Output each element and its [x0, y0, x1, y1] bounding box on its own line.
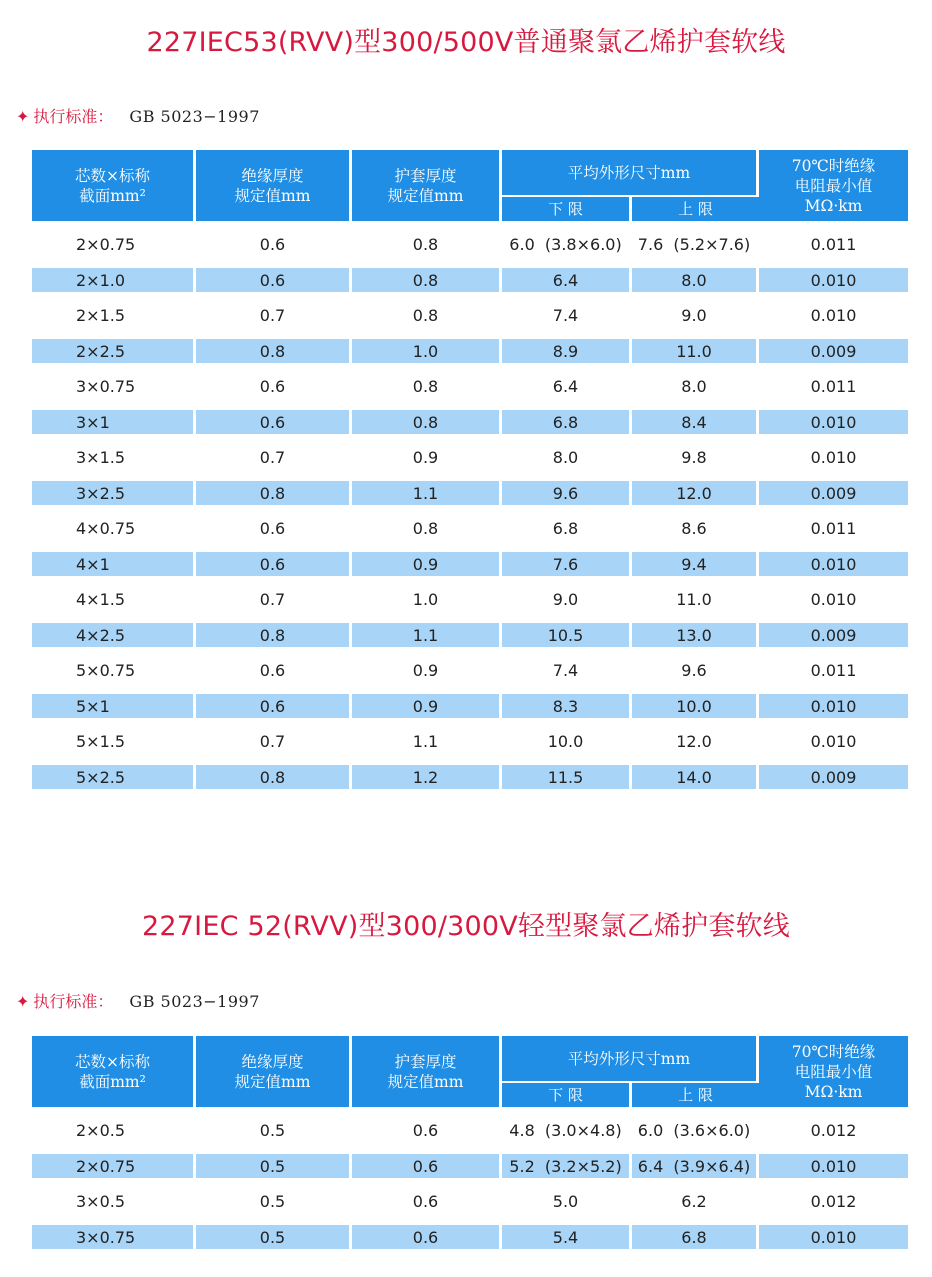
cell-resistance: 0.010	[810, 448, 857, 467]
cell-lower-limit: 6.0 (3.8×6.0)	[502, 221, 632, 268]
cell-insulation: 0.8	[196, 481, 352, 505]
spec-table	[32, 150, 908, 789]
table-row	[32, 694, 908, 718]
cell-upper-limit: 9.6	[632, 647, 759, 694]
cell-sheath: 0.9	[352, 694, 502, 718]
table-row	[32, 576, 908, 623]
header-sheath-line: 护套厚度	[394, 166, 457, 185]
cell-core-section: 2×0.75	[32, 1154, 196, 1178]
header-insulation-line: 规定值mm	[234, 186, 311, 205]
header-resistance-line: 电阻最小值	[794, 1062, 873, 1081]
cell-lower-limit: 5.0	[502, 1178, 632, 1225]
cell-lower-limit: 8.9	[502, 339, 632, 363]
cell-lower-limit: 7.6	[502, 552, 632, 576]
header-insulation-line: 绝缘厚度	[241, 1052, 304, 1071]
header-sheath-line: 护套厚度	[394, 1052, 457, 1071]
cell-upper-limit: 6.2	[632, 1178, 759, 1225]
cell-sheath: 0.8	[352, 410, 502, 434]
cell-sheath: 0.6	[352, 1178, 502, 1225]
cell-upper-limit: 8.0	[632, 363, 759, 410]
cell-upper-limit: 8.4	[632, 410, 759, 434]
cell-core-section: 2×0.75	[32, 221, 196, 268]
section-title: 227IEC53(RVV)型300/500V普通聚氯乙烯护套软线	[146, 27, 786, 58]
cell-insulation: 0.6	[196, 647, 352, 694]
cell-core-section: 5×1	[32, 694, 196, 718]
cell-insulation: 0.7	[196, 718, 352, 765]
cell-lower-limit: 6.8	[502, 505, 632, 552]
cell-lower-limit: 8.3	[502, 694, 632, 718]
cell-insulation: 0.5	[196, 1154, 352, 1178]
cell-resistance: 0.010	[810, 306, 857, 325]
table-row	[32, 1178, 908, 1225]
cell-insulation: 0.8	[196, 339, 352, 363]
cell-insulation: 0.5	[196, 1107, 352, 1154]
cell-resistance: 0.009	[759, 481, 908, 505]
cell-lower-limit: 10.0	[502, 718, 632, 765]
cell-resistance: 0.010	[759, 1225, 908, 1249]
cell-lower-limit: 8.0	[502, 434, 632, 481]
cell-upper-limit: 9.8	[632, 434, 759, 481]
cell-insulation: 0.7	[196, 292, 352, 339]
section-title: 227IEC 52(RVV)型300/300V轻型聚氯乙烯护套软线	[142, 911, 790, 942]
cell-core-section: 4×1	[32, 552, 196, 576]
cell-lower-limit: 7.4	[502, 647, 632, 694]
cell-sheath: 0.6	[352, 1107, 502, 1154]
header-core-section	[32, 1036, 196, 1107]
cell-upper-limit: 9.0	[632, 292, 759, 339]
table-row	[32, 1154, 908, 1178]
cell-resistance: 0.012	[810, 1192, 857, 1211]
star-bullet-icon: ✦	[16, 992, 30, 1011]
cell-core-section: 2×2.5	[32, 339, 196, 363]
table-row	[32, 292, 908, 339]
cell-sheath: 0.9	[352, 647, 502, 694]
header-insulation	[196, 150, 352, 221]
cell-sheath: 0.6	[352, 1225, 502, 1249]
header-upper-limit: 上 限	[632, 195, 759, 221]
table-row	[32, 268, 908, 292]
cell-sheath: 0.9	[352, 434, 502, 481]
cell-upper-limit: 8.6	[632, 505, 759, 552]
spec-table	[32, 1036, 908, 1249]
header-sheath	[352, 150, 502, 221]
cell-upper-limit: 6.4 (3.9×6.4)	[632, 1154, 759, 1178]
cell-core-section: 3×2.5	[32, 481, 196, 505]
cell-sheath: 0.9	[352, 552, 502, 576]
table-row	[32, 1107, 908, 1154]
table-row	[32, 221, 908, 268]
header-row	[32, 1036, 908, 1081]
table-row	[32, 765, 908, 789]
cell-core-section: 5×0.75	[32, 647, 196, 694]
cell-sheath: 0.8	[352, 221, 502, 268]
cell-lower-limit: 9.6	[502, 481, 632, 505]
cell-core-section: 3×0.75	[32, 1225, 196, 1249]
cell-resistance: 0.010	[810, 732, 857, 751]
header-core-section	[32, 150, 196, 221]
table-row	[32, 339, 908, 363]
header-resistance	[759, 1036, 908, 1107]
cell-insulation: 0.5	[196, 1178, 352, 1225]
cell-sheath: 1.2	[352, 765, 502, 789]
header-lower-limit: 下 限	[502, 195, 632, 221]
cell-resistance: 0.010	[759, 694, 908, 718]
table-row	[32, 647, 908, 694]
header-core-line: 截面mm²	[79, 186, 146, 205]
cell-sheath: 1.0	[352, 339, 502, 363]
cell-core-section: 3×0.75	[32, 363, 196, 410]
standard-value: GB 5023−1997	[129, 992, 260, 1011]
header-resistance-line: 70℃时绝缘	[791, 1042, 876, 1061]
cell-lower-limit: 9.0	[502, 576, 632, 623]
cell-upper-limit: 12.0	[632, 718, 759, 765]
cell-upper-limit: 11.0	[632, 576, 759, 623]
header-resistance-line: 70℃时绝缘	[791, 156, 876, 175]
header-insulation-line: 规定值mm	[234, 1072, 311, 1091]
header-lower-limit: 下 限	[502, 1081, 632, 1107]
header-core-line: 截面mm²	[79, 1072, 146, 1091]
cell-core-section: 4×1.5	[32, 576, 196, 623]
cell-resistance: 0.011	[810, 235, 857, 254]
table-row	[32, 718, 908, 765]
cell-sheath: 0.8	[352, 363, 502, 410]
cell-core-section: 3×1.5	[32, 434, 196, 481]
table-row	[32, 481, 908, 505]
cell-lower-limit: 6.4	[502, 268, 632, 292]
cell-insulation: 0.8	[196, 623, 352, 647]
cell-insulation: 0.6	[196, 410, 352, 434]
cell-upper-limit: 13.0	[632, 623, 759, 647]
cell-resistance: 0.011	[810, 661, 857, 680]
cell-resistance: 0.009	[759, 765, 908, 789]
cell-resistance: 0.011	[810, 377, 857, 396]
cell-upper-limit: 14.0	[632, 765, 759, 789]
standard-line	[16, 989, 260, 1012]
header-upper-limit: 上 限	[632, 1081, 759, 1107]
table-row	[32, 434, 908, 481]
cell-resistance: 0.010	[759, 268, 908, 292]
cell-sheath: 1.0	[352, 576, 502, 623]
cell-lower-limit: 11.5	[502, 765, 632, 789]
cell-core-section: 5×1.5	[32, 718, 196, 765]
cell-upper-limit: 6.0 (3.6×6.0)	[632, 1107, 759, 1154]
cell-insulation: 0.7	[196, 576, 352, 623]
cell-sheath: 1.1	[352, 718, 502, 765]
header-insulation-line: 绝缘厚度	[241, 166, 304, 185]
cell-insulation: 0.6	[196, 505, 352, 552]
cell-insulation: 0.8	[196, 765, 352, 789]
cell-upper-limit: 11.0	[632, 339, 759, 363]
table-row	[32, 410, 908, 434]
cell-insulation: 0.6	[196, 694, 352, 718]
cell-lower-limit: 5.4	[502, 1225, 632, 1249]
cell-lower-limit: 7.4	[502, 292, 632, 339]
header-resistance	[759, 150, 908, 221]
header-outer-size: 平均外形尺寸mm	[502, 150, 759, 195]
cell-resistance: 0.009	[759, 339, 908, 363]
table-row	[32, 363, 908, 410]
cell-resistance: 0.010	[759, 552, 908, 576]
cell-core-section: 3×1	[32, 410, 196, 434]
table-row	[32, 1225, 908, 1249]
cell-sheath: 0.8	[352, 292, 502, 339]
cell-upper-limit: 10.0	[632, 694, 759, 718]
cell-resistance: 0.010	[759, 410, 908, 434]
cell-resistance: 0.010	[810, 590, 857, 609]
header-row	[32, 150, 908, 195]
header-core-line: 芯数×标称	[75, 166, 150, 185]
header-insulation	[196, 1036, 352, 1107]
cell-core-section: 2×1.0	[32, 268, 196, 292]
cell-insulation: 0.7	[196, 434, 352, 481]
header-resistance-line: MΩ·km	[804, 196, 863, 215]
standard-line	[16, 104, 260, 127]
cell-core-section: 2×1.5	[32, 292, 196, 339]
standard-label: 执行标准：	[33, 107, 114, 126]
cell-insulation: 0.6	[196, 221, 352, 268]
cell-core-section: 4×2.5	[32, 623, 196, 647]
cell-insulation: 0.6	[196, 552, 352, 576]
cell-core-section: 5×2.5	[32, 765, 196, 789]
standard-label: 执行标准：	[33, 992, 114, 1011]
cell-upper-limit: 6.8	[632, 1225, 759, 1249]
header-resistance-line: MΩ·km	[804, 1082, 863, 1101]
cell-core-section: 2×0.5	[32, 1107, 196, 1154]
cell-resistance: 0.009	[759, 623, 908, 647]
header-resistance-line: 电阻最小值	[794, 176, 873, 195]
cell-sheath: 1.1	[352, 481, 502, 505]
table-row	[32, 552, 908, 576]
cell-resistance: 0.010	[759, 1154, 908, 1178]
header-sheath-line: 规定值mm	[387, 186, 464, 205]
cell-upper-limit: 12.0	[632, 481, 759, 505]
header-sheath-line: 规定值mm	[387, 1072, 464, 1091]
cell-sheath: 0.6	[352, 1154, 502, 1178]
cell-sheath: 0.8	[352, 505, 502, 552]
standard-value: GB 5023−1997	[129, 107, 260, 126]
cell-insulation: 0.6	[196, 363, 352, 410]
header-sheath	[352, 1036, 502, 1107]
cell-lower-limit: 6.4	[502, 363, 632, 410]
header-outer-size: 平均外形尺寸mm	[502, 1036, 759, 1081]
cell-core-section: 4×0.75	[32, 505, 196, 552]
cell-lower-limit: 5.2 (3.2×5.2)	[502, 1154, 632, 1178]
cell-resistance: 0.011	[810, 519, 857, 538]
cell-insulation: 0.6	[196, 268, 352, 292]
cell-lower-limit: 4.8 (3.0×4.8)	[502, 1107, 632, 1154]
cell-sheath: 1.1	[352, 623, 502, 647]
table-row	[32, 505, 908, 552]
cell-resistance: 0.012	[810, 1121, 857, 1140]
cell-insulation: 0.5	[196, 1225, 352, 1249]
cell-upper-limit: 7.6 (5.2×7.6)	[632, 221, 759, 268]
cell-core-section: 3×0.5	[32, 1178, 196, 1225]
star-bullet-icon: ✦	[16, 107, 30, 126]
cell-lower-limit: 6.8	[502, 410, 632, 434]
cell-sheath: 0.8	[352, 268, 502, 292]
header-core-line: 芯数×标称	[75, 1052, 150, 1071]
table-row	[32, 623, 908, 647]
cell-upper-limit: 8.0	[632, 268, 759, 292]
cell-lower-limit: 10.5	[502, 623, 632, 647]
cell-upper-limit: 9.4	[632, 552, 759, 576]
